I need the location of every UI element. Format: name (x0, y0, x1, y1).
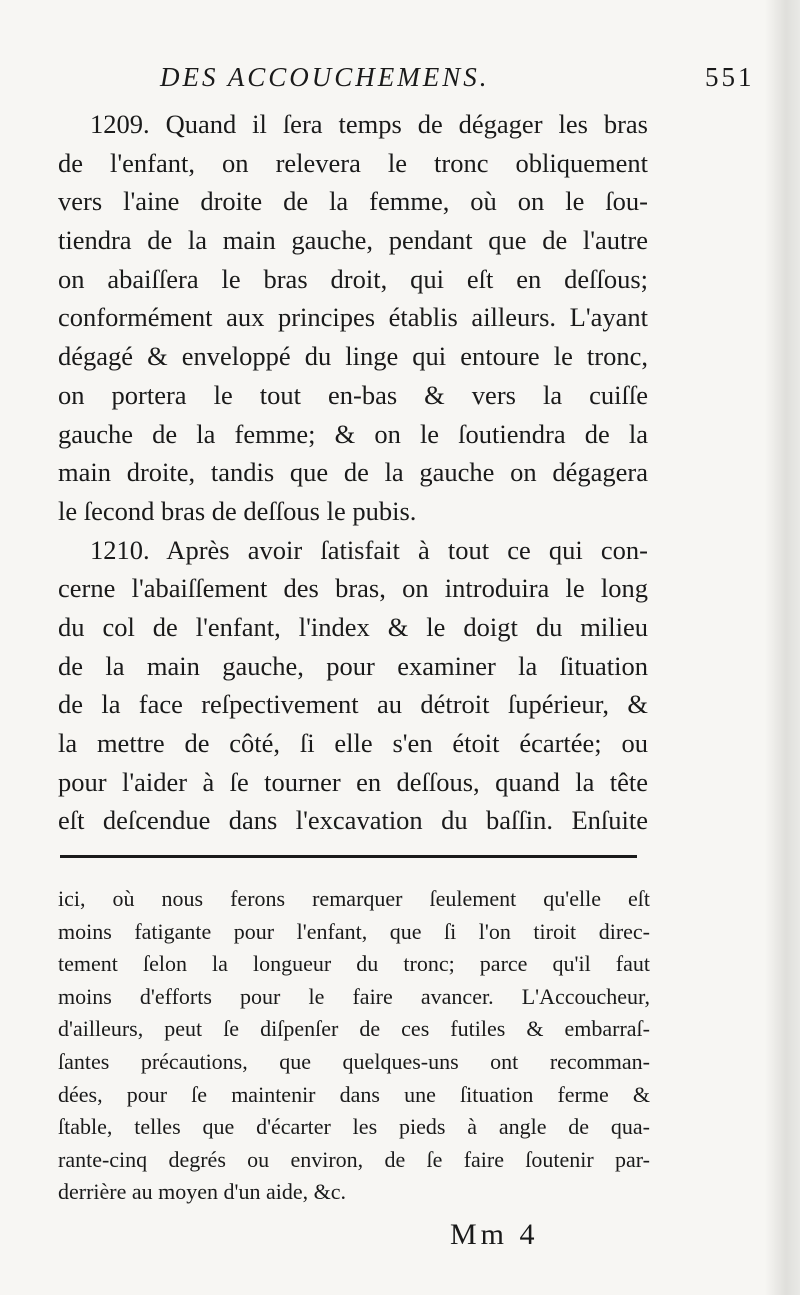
text-line: gauche de la femme; & on le ſoutiendra de la (58, 418, 648, 449)
footnote-line: dées, pour ſe maintenir dans une ſituation ferme & (58, 1081, 650, 1107)
text-line: 1210. Après avoir ſatisfait à tout ce qui con- (90, 534, 648, 565)
footnote-line: ſtable, telles que d'écarter les pieds à angle de qua- (58, 1114, 650, 1140)
text-line: on abaiſſera le bras droit, qui eſt en deſſous; (58, 263, 648, 294)
text-line: de la main gauche, pour examiner la ſituation (58, 650, 648, 681)
text-line: on portera le tout en-bas & vers la cuiſſe (58, 379, 648, 410)
text-line: vers l'aine droite de la femme, où on le ſou- (58, 186, 648, 217)
page-edge-shadow (765, 0, 800, 1295)
page-number: 551 (705, 62, 755, 92)
text-line: conformément aux principes établis ailleurs. L'ayant (58, 302, 648, 333)
text-line: de la face reſpectivement au détroit ſupérieur, & (58, 689, 648, 720)
text-line: tiendra de la main gauche, pendant que de l'autre (58, 225, 648, 256)
footnote-line: tement ſelon la longueur du tronc; parce qu'il faut (58, 951, 650, 977)
text-line: la mettre de côté, ſi elle s'en étoit écartée; ou (58, 728, 648, 758)
text-line: cerne l'abaiſſement des bras, on introduira le long (58, 573, 648, 604)
text-line: du col de l'enfant, l'index & le doigt du milieu (58, 611, 648, 642)
text-line: 1209. Quand il ſera temps de dégager les bras (90, 109, 648, 139)
footnote-rule (60, 855, 637, 858)
text-line: main droite, tandis que de la gauche on dégagera (58, 457, 648, 488)
running-head (0, 62, 800, 102)
footnote-line: rante-cinq degrés ou environ, de ſe faire ſoutenir par- (58, 1146, 650, 1172)
text-line: le ſecond bras de deſſous le pubis. (58, 495, 417, 526)
signature-mark: Mm 4 (450, 1218, 539, 1251)
running-title: DES ACCOUCHEMENS. (160, 62, 490, 92)
footnote-line: moins fatigante pour l'enfant, que ſi l'on tiroit direc- (58, 918, 650, 944)
footnote-line: d'ailleurs, peut ſe diſpenſer de ces futiles & embarraſ- (58, 1016, 650, 1042)
text-line: pour l'aider à ſe tourner en deſſous, quand la tête (58, 766, 648, 797)
footnote-line: derrière au moyen d'un aide, &c. (58, 1179, 347, 1205)
text-line: de l'enfant, on relevera le tronc obliquement (58, 147, 648, 178)
footnote-line: ſantes précautions, que quelques-uns ont recomman- (58, 1048, 650, 1074)
main-text (58, 105, 648, 840)
footnote-line: ici, où nous ferons remarquer ſeulement qu'elle eſt (58, 886, 650, 911)
text-line: eſt deſcendue dans l'excavation du baſſin. Enſuite (58, 805, 648, 836)
text-line: dégagé & enveloppé du linge qui entoure le tronc, (58, 341, 648, 372)
footnote-line: moins d'efforts pour le faire avancer. L'Accoucheur, (58, 983, 650, 1009)
footnote (58, 883, 650, 1209)
